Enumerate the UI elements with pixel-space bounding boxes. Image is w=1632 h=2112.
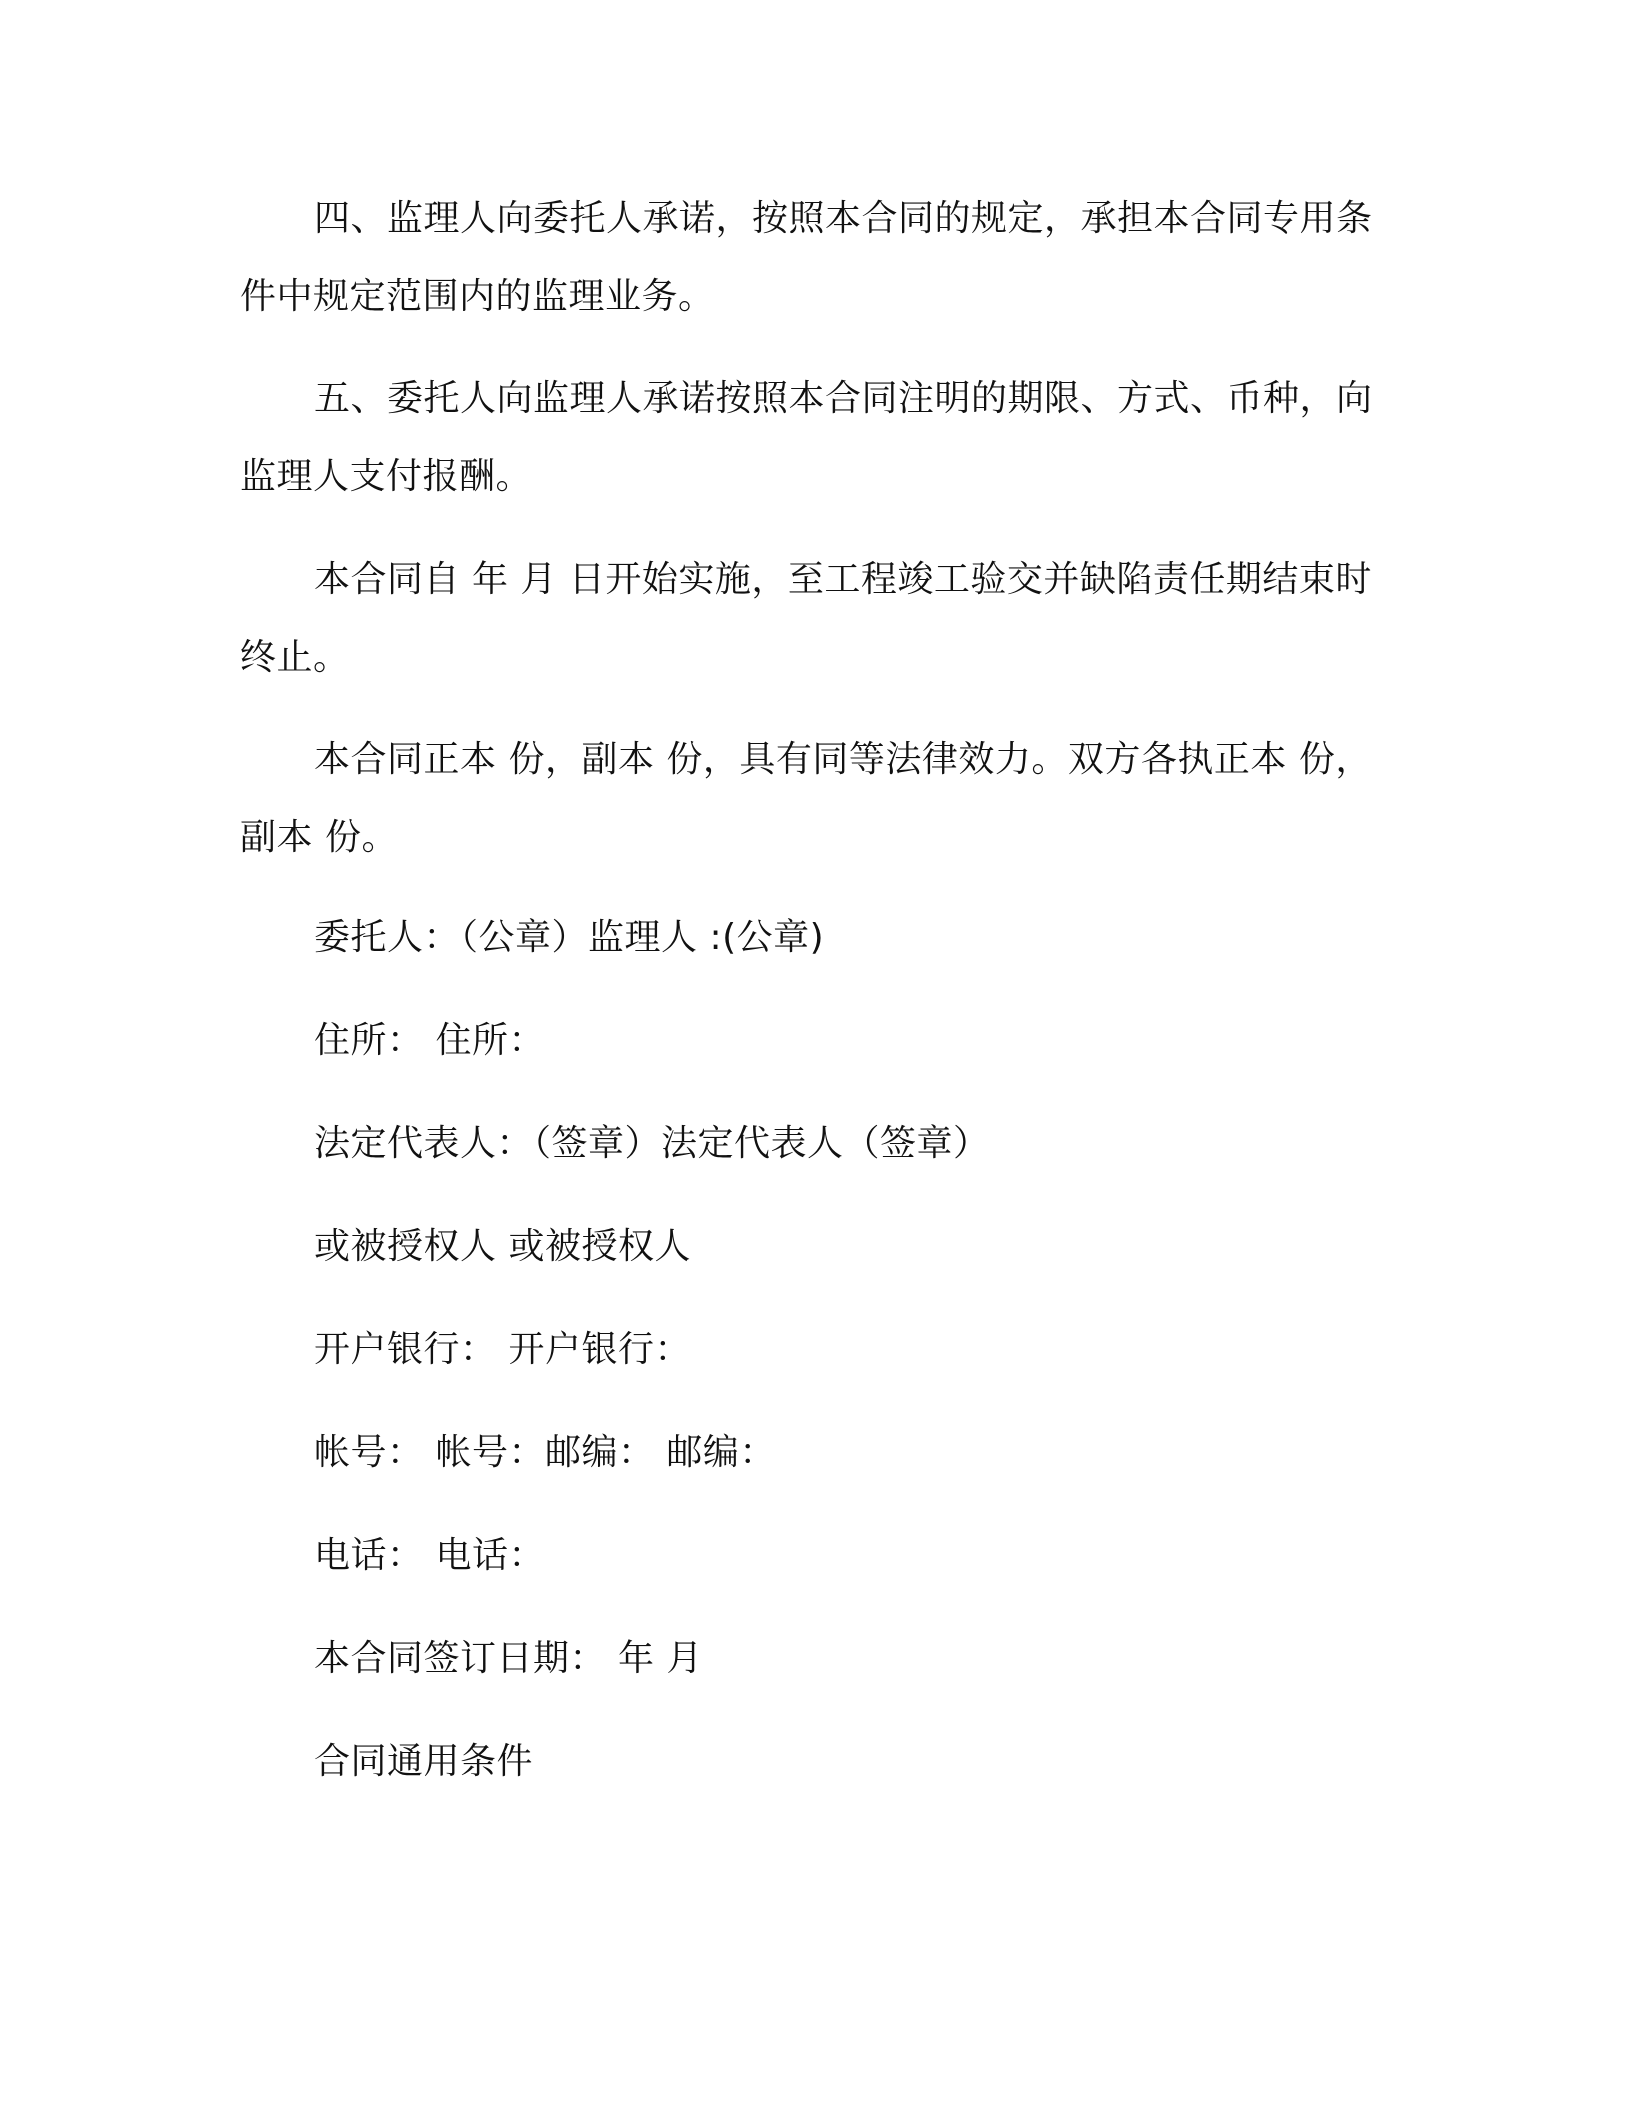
line-signing-date: 本合同签订日期： 年 月 — [314, 1638, 703, 1679]
paragraph-copies: 本合同正本 份，副本 份，具有同等法律效力。双方各执正本 份，副本 份。 — [240, 739, 1372, 858]
line-account-postcode: 帐号： 帐号：邮编： 邮编： — [314, 1432, 776, 1473]
line-bank: 开户银行： 开户银行： — [314, 1329, 691, 1370]
line-address: 住所： 住所： — [314, 1020, 545, 1061]
line-authorized-person: 或被授权人 或被授权人 — [314, 1226, 691, 1267]
line-legal-representative: 法定代表人：（签章）法定代表人（签章） — [314, 1123, 990, 1164]
line-general-conditions-heading: 合同通用条件 — [314, 1741, 534, 1782]
line-phone: 电话： 电话： — [314, 1535, 545, 1576]
line-seal: 委托人：（公章）监理人 :(公章) — [314, 917, 825, 958]
paragraph-supervisor-commitment: 四、监理人向委托人承诺，按照本合同的规定，承担本合同专用条件中规定范围内的监理业务。 — [240, 198, 1373, 317]
paragraph-client-commitment: 五、委托人向监理人承诺按照本合同注明的期限、方式、币种，向监理人支付报酬。 — [240, 378, 1373, 497]
paragraph-contract-term: 本合同自 年 月 日开始实施，至工程竣工验交并缺陷责任期结束时终止。 — [240, 559, 1372, 678]
